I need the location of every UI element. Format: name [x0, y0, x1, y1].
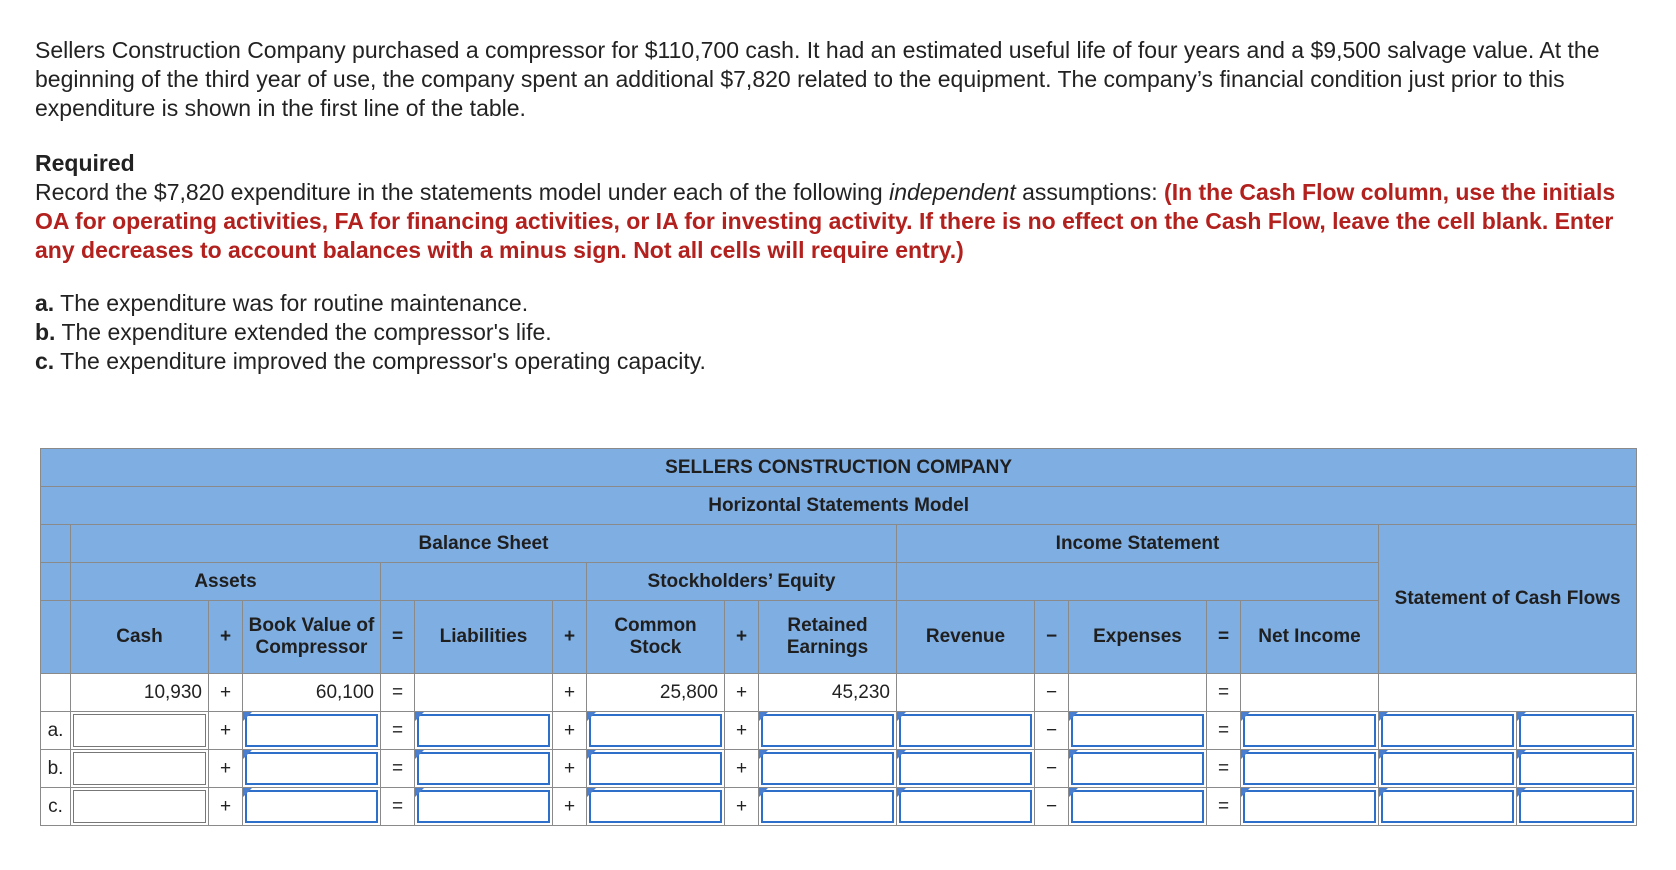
col-net-income: Net Income: [1241, 601, 1379, 674]
required-italic: independent: [889, 179, 1016, 205]
input-c-book-value[interactable]: [243, 788, 381, 826]
input-c-net-income[interactable]: [1241, 788, 1379, 826]
initial-book-value: 60,100: [243, 674, 381, 712]
entry-row-c: c. + = + + − =: [41, 788, 1637, 826]
cash-flow-header: Statement of Cash Flows: [1379, 525, 1637, 674]
col-cash: Cash: [71, 601, 209, 674]
required-text-2: assumptions:: [1022, 179, 1158, 205]
instructions-note: (In the Cash Flow column, use the initials OA for operating activities, FA for financing activities, or IA for investing activity. If there is no effect on the Cash Flow, leave the cell blank. Enter any decreases to account balances with a minus sign. Not all cells will require entry.): [35, 179, 1616, 263]
input-b-common-stock[interactable]: [587, 750, 725, 788]
input-c-retained-earnings[interactable]: [759, 788, 897, 826]
statements-model-table: SELLERS CONSTRUCTION COMPANY Horizontal Statements Model Balance Sheet Income Statement Statement of Cash Flows Assets Stockholders’ Equity Cash + Book Value of Compressor = Liabilities + Common Stock + Retained Earnings Revenue − Expenses = Net Income 10,930 + 60,100 = + 25,800 + 45,230 − = a. + = + + − = b. + = + + − = c. + = + + − =: [40, 448, 1637, 826]
entry-row-b: b. + = + + − =: [41, 750, 1637, 788]
required-instructions: [35, 178, 1635, 265]
input-c-cash-flow-amount[interactable]: [1379, 788, 1517, 826]
input-b-cash-flow-amount[interactable]: [1379, 750, 1517, 788]
col-book-value: Book Value of Compressor: [243, 601, 381, 674]
input-b-cash[interactable]: [71, 750, 209, 788]
input-b-expenses[interactable]: [1069, 750, 1207, 788]
input-b-revenue[interactable]: [897, 750, 1035, 788]
input-a-revenue[interactable]: [897, 712, 1035, 750]
assumption-a: a. The expenditure was for routine maintenance.: [35, 290, 529, 316]
row-label-a: a.: [41, 712, 71, 750]
balance-sheet-header: Balance Sheet: [71, 525, 897, 563]
row-label-c: c.: [41, 788, 71, 826]
input-a-expenses[interactable]: [1069, 712, 1207, 750]
col-liabilities: Liabilities: [415, 601, 553, 674]
input-a-cash[interactable]: [71, 712, 209, 750]
model-title: Horizontal Statements Model: [41, 487, 1637, 525]
input-c-cash[interactable]: [71, 788, 209, 826]
col-retained-earnings: Retained Earnings: [759, 601, 897, 674]
income-statement-header: Income Statement: [897, 525, 1379, 563]
input-a-common-stock[interactable]: [587, 712, 725, 750]
input-b-liabilities[interactable]: [415, 750, 553, 788]
input-b-retained-earnings[interactable]: [759, 750, 897, 788]
input-c-common-stock[interactable]: [587, 788, 725, 826]
required-heading: Required: [35, 150, 135, 176]
stockholders-equity-header: Stockholders’ Equity: [587, 563, 897, 601]
col-common-stock: Common Stock: [587, 601, 725, 674]
col-expenses: Expenses: [1069, 601, 1207, 674]
input-b-book-value[interactable]: [243, 750, 381, 788]
assets-header: Assets: [71, 563, 381, 601]
input-c-revenue[interactable]: [897, 788, 1035, 826]
assumption-b: b. The expenditure extended the compressor's life.: [35, 319, 552, 345]
input-c-cash-flow-activity[interactable]: [1517, 788, 1637, 826]
initial-common-stock: 25,800: [587, 674, 725, 712]
initial-retained-earnings: 45,230: [759, 674, 897, 712]
input-c-liabilities[interactable]: [415, 788, 553, 826]
required-text: Record the $7,820 expenditure in the statements model under each of the following: [35, 179, 883, 205]
input-b-cash-flow-activity[interactable]: [1517, 750, 1637, 788]
initial-cash: 10,930: [71, 674, 209, 712]
company-name: SELLERS CONSTRUCTION COMPANY: [41, 449, 1637, 487]
input-c-expenses[interactable]: [1069, 788, 1207, 826]
input-a-net-income[interactable]: [1241, 712, 1379, 750]
input-a-cash-flow-activity[interactable]: [1517, 712, 1637, 750]
row-label-b: b.: [41, 750, 71, 788]
input-a-book-value[interactable]: [243, 712, 381, 750]
input-a-cash-flow-amount[interactable]: [1379, 712, 1517, 750]
initial-balance-row: 10,930 + 60,100 = + 25,800 + 45,230 − =: [41, 674, 1637, 712]
input-a-retained-earnings[interactable]: [759, 712, 897, 750]
input-b-net-income[interactable]: [1241, 750, 1379, 788]
intro-text: Sellers Construction Company purchased a compressor for $110,700 cash. It had an estimated useful life of four years and a $9,500 salvage value. At the beginning of the third year of use, the company spent an additional $7,820 related to the equipment. The company’s financial condition just prior to this expenditure is shown in the first line of the table.: [35, 37, 1600, 121]
assumption-list: [35, 289, 1635, 376]
assumption-c: c. The expenditure improved the compressor's operating capacity.: [35, 348, 706, 374]
col-revenue: Revenue: [897, 601, 1035, 674]
input-a-liabilities[interactable]: [415, 712, 553, 750]
entry-row-a: a. + = + + − =: [41, 712, 1637, 750]
